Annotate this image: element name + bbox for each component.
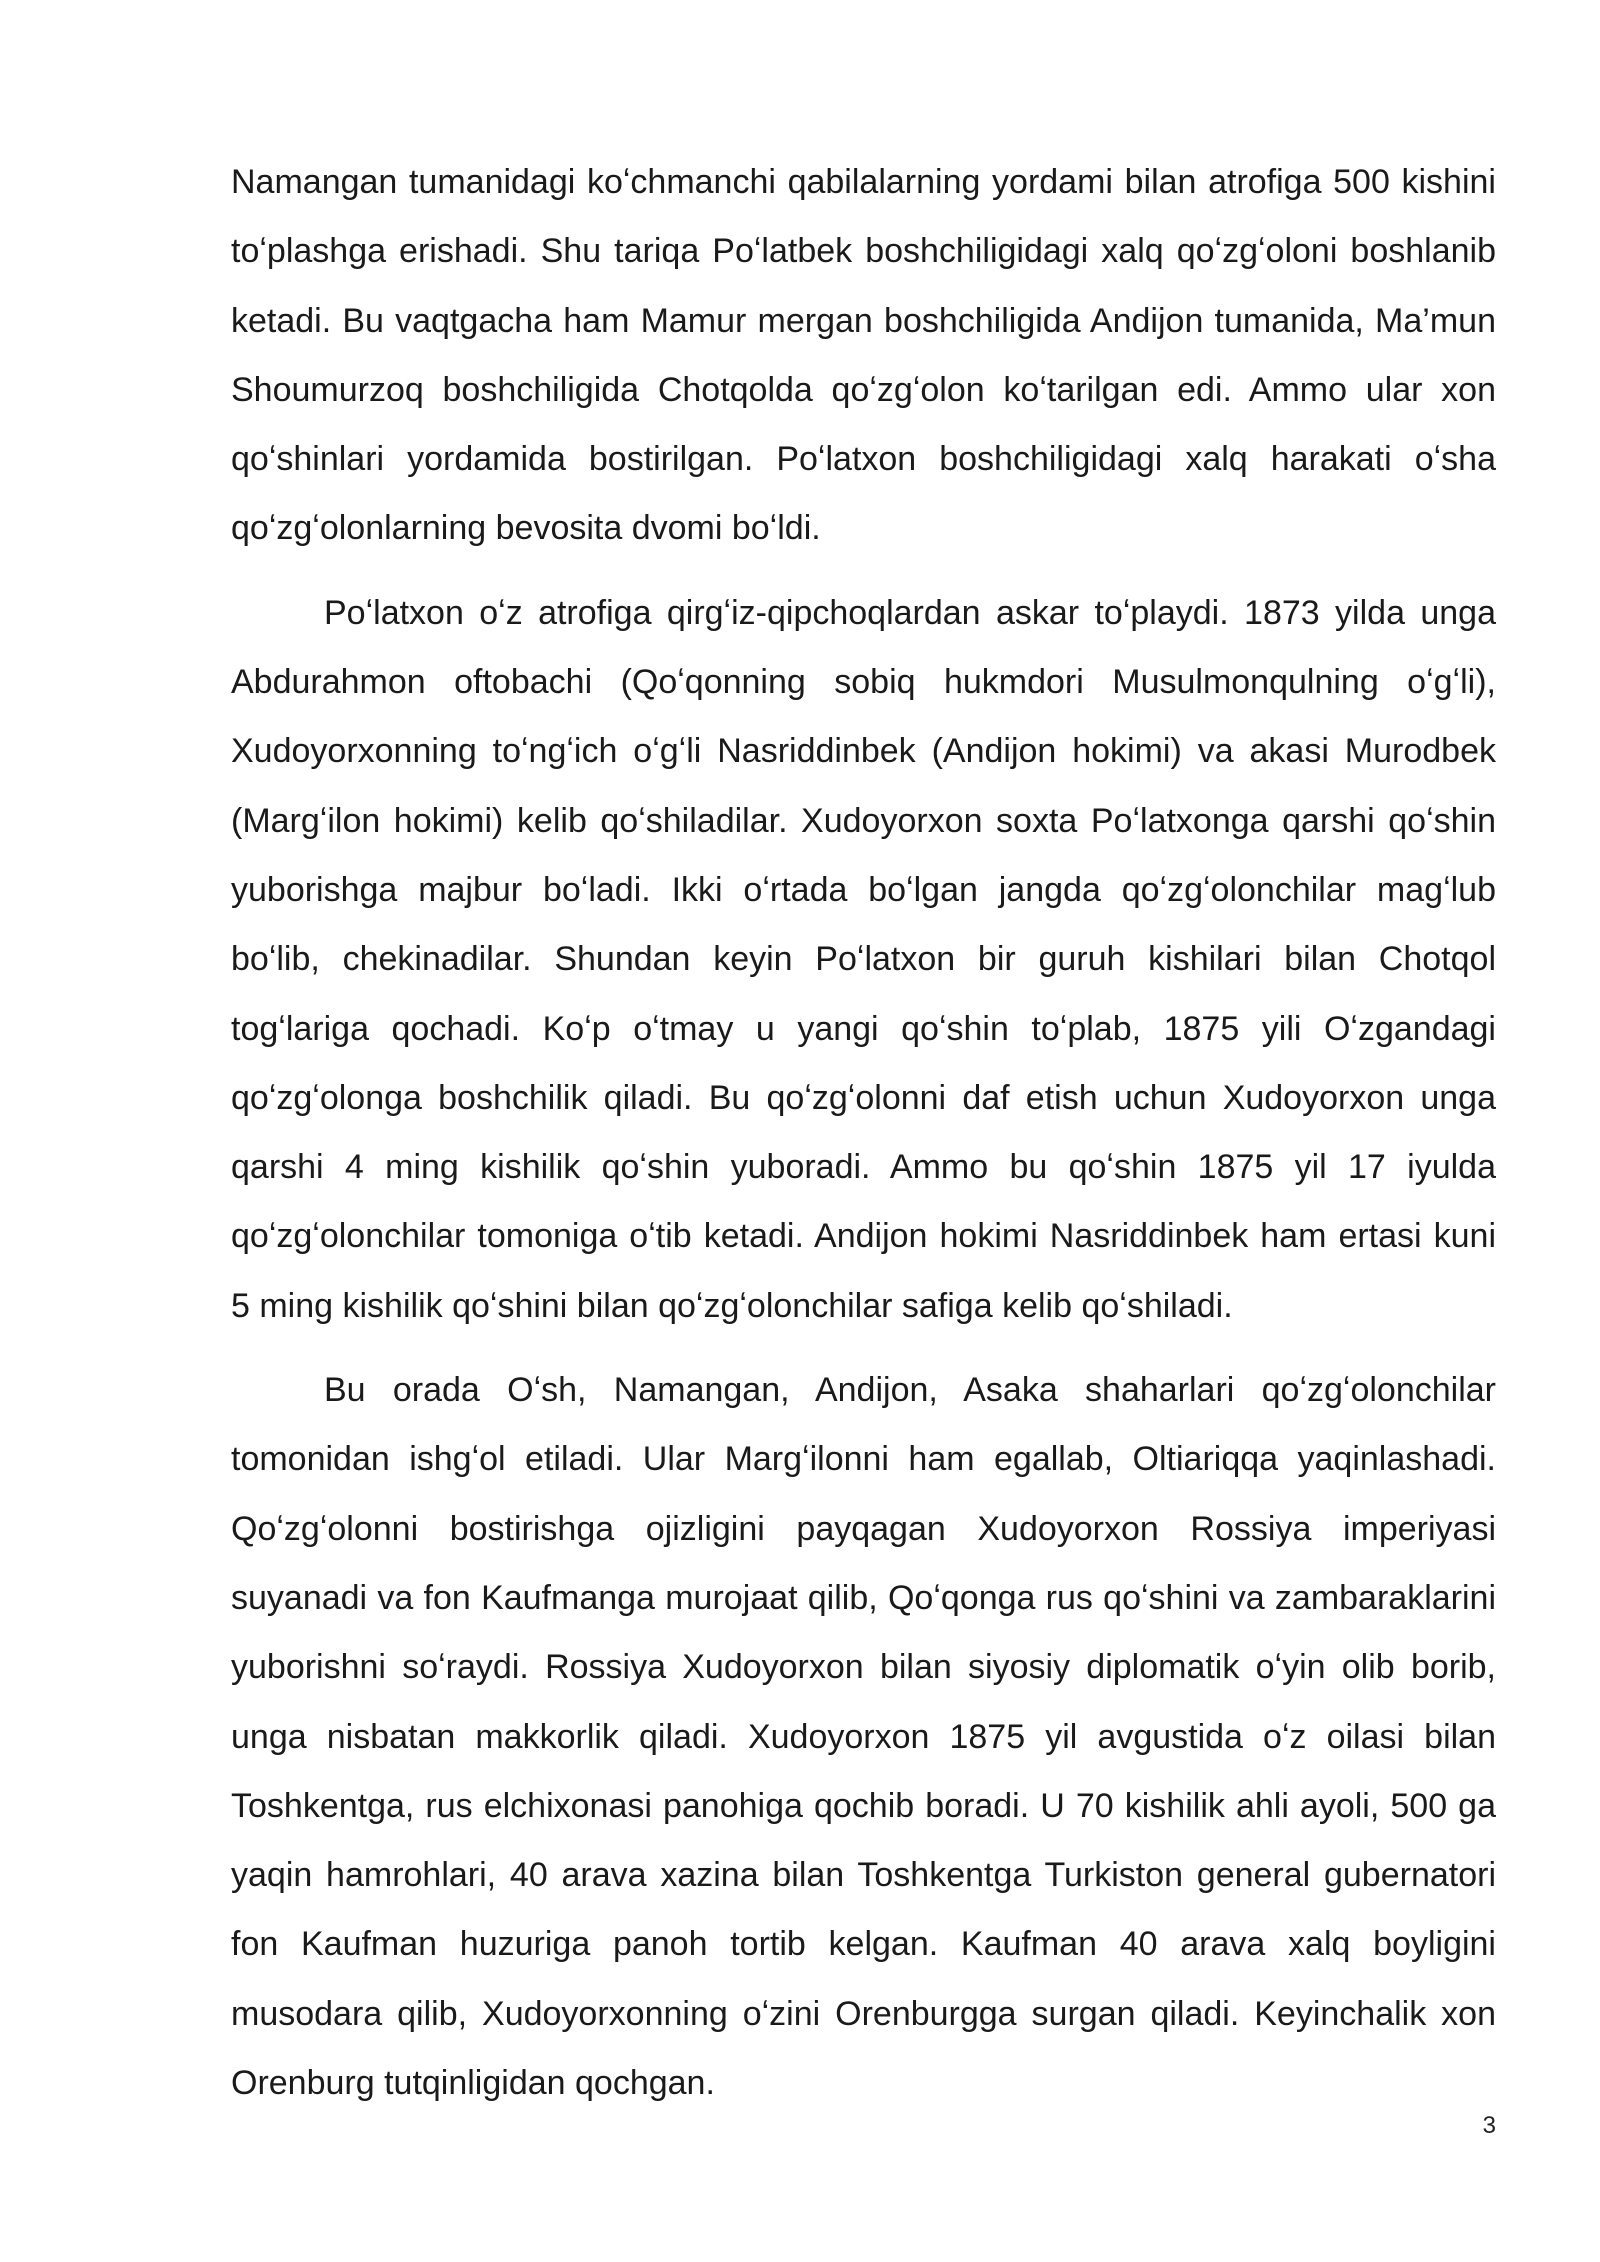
page-number: 3 [1482,2112,1496,2139]
body-text [231,148,1496,2133]
paragraph-3: Bu orada Oʻsh, Namangan, Andijon, Asaka shaharlari qoʻzgʻolonchilar tomonidan ishgʻol etiladi. Ular Margʻilonni ham egallab, Oltiariqqa yaqinlashadi. Qoʻzgʻolonni bostirishga ojizligini payqagan Xudoyorxon Rossiya imperiyasi suyanadi va fon Kaufmanga murojaat qilib, Qoʻqonga rus qoʻshini va zambaraklarini yuborishni soʻraydi. Rossiya Xudoyorxon bilan siyosiy diplomatik oʻyin olib borib, unga nisbatan makkorlik qiladi. Xudoyorxon 1875 yil avgustida oʻz oilasi bilan Toshkentga, rus elchixonasi panohiga qochib boradi. U 70 kishilik ahli ayoli, 500 ga yaqin hamrohlari, 40 arava xazina bilan Toshkentga Turkiston general gubernatori fon Kaufman huzuriga panoh tortib kelgan. Kaufman 40 arava xalq boyligini musodara qilib, Xudoyorxonning oʻzini Orenburgga surgan qiladi. Keyinchalik xon Orenburg tutqinligidan qochgan. [231,1371,1496,2103]
paragraph-2: Poʻlatxon oʻz atrofiga qirgʻiz-qipchoqlardan askar toʻplaydi. 1873 yilda unga Abdurahmon oftobachi (Qoʻqonning sobiq hukmdori Musulmonqulning oʻgʻli), Xudoyorxonning toʻngʻich oʻgʻli Nasriddinbek (Andijon hokimi) va akasi Murodbek (Margʻilon hokimi) kelib qoʻshiladilar. Xudoyorxon soxta Poʻlatxonga qarshi qoʻshin yuborishga majbur boʻladi. Ikki oʻrtada boʻlgan jangda qoʻzgʻolonchilar magʻlub boʻlib, chekinadilar. Shundan keyin Poʻlatxon bir guruh kishilari bilan Chotqol togʻlariga qochadi. Koʻp oʻtmay u yangi qoʻshin toʻplab, 1875 yili Oʻzgandagi qoʻzgʻolonga boshchilik qiladi. Bu qoʻzgʻolonni daf etish uchun Xudoyorxon unga qarshi 4 ming kishilik qoʻshin yuboradi. Ammo bu qoʻshin 1875 yil 17 iyulda qoʻzgʻolonchilar tomoniga oʻtib ketadi. Andijon hokimi Nasriddinbek ham ertasi kuni 5 ming kishilik qoʻshini bilan qoʻzgʻolonchilar safiga kelib qoʻshiladi. [231,593,1496,1325]
paragraph-1: Namangan tumanidagi koʻchmanchi qabilalarning yordami bilan atrofiga 500 kishini toʻplashga erishadi. Shu tariqa Poʻlatbek boshchiligidagi xalq qoʻzgʻoloni boshlanib ketadi. Bu vaqtgacha ham Mamur mergan boshchiligida Andijon tumanida, Ma’mun Shoumurzoq boshchiligida Chotqolda qoʻzgʻolon koʻtarilgan edi. Ammo ular xon qoʻshinlari yordamida bostirilgan. Poʻlatxon boshchiligidagi xalq harakati oʻsha qoʻzgʻolonlarning bevosita dvomi boʻldi. [231,163,1496,548]
